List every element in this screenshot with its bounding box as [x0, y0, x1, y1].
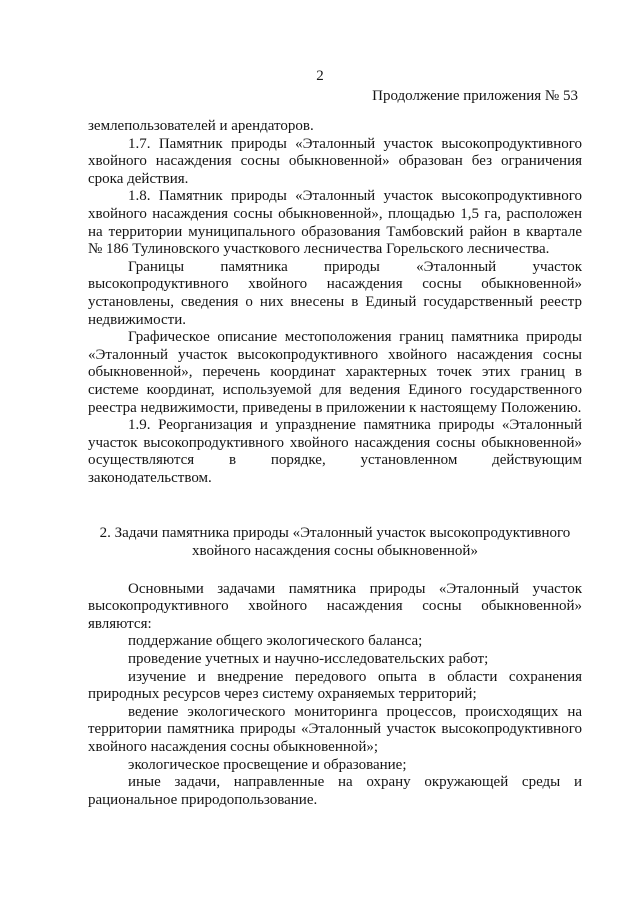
- paragraph-graphic-description: Графическое описание местоположения границ памятника природы «Эталонный участок высокопродуктивного хвойного насаждения сосны обыкновенной», перечень координат характерных точек этих границ в системе координат, используемой для ведения Единого государственного реестра недвижимости, приведены в приложении к настоящему Положению.: [88, 329, 582, 416]
- section-2-title: [88, 525, 582, 560]
- paragraph-boundaries: Границы памятника природы «Эталонный участок высокопродуктивного хвойного насаждения сосны обыкновенной» установлены, сведения о них внесены в Единый государственный реестр недвижимости.: [88, 258, 582, 328]
- page-number: 2: [316, 68, 324, 84]
- document-body: [88, 118, 582, 809]
- section-2-title-line-2: хвойного насаждения сосны обыкновенной»: [192, 543, 478, 560]
- paragraph-1-7: 1.7. Памятник природы «Эталонный участок высокопродуктивного хвойного насаждения сосны обыкновенной» образован без ограничения срока действия.: [88, 135, 582, 187]
- task-item: проведение учетных и научно-исследовательских работ;: [128, 651, 489, 668]
- paragraph-continuation: землепользователей и арендаторов.: [88, 118, 314, 134]
- task-item: изучение и внедрение передового опыта в области сохранения природных ресурсов через систему охраняемых территорий;: [88, 668, 582, 703]
- task-item: экологическое просвещение и образование;: [128, 756, 407, 773]
- task-item: иные задачи, направленные на охрану окружающей среды и рациональное природопользование.: [88, 774, 582, 808]
- section-2-intro: Основными задачами памятника природы «Эталонный участок высокопродуктивного хвойного насаждения сосны обыкновенной» являются:: [88, 580, 582, 632]
- task-item: поддержание общего экологического баланса;: [128, 633, 423, 650]
- appendix-header-note: Продолжение приложения № 53: [372, 88, 578, 104]
- section-2-title-line-1: 2. Задачи памятника природы «Эталонный участок высокопродуктивного: [99, 525, 571, 542]
- task-item: ведение экологического мониторинга процессов, происходящих на территории памятника природы «Эталонный участок высокопродуктивного хвойного насаждения сосны обыкновенной»;: [88, 703, 582, 755]
- paragraph-1-8: 1.8. Памятник природы «Эталонный участок высокопродуктивного хвойного насаждения сосны обыкновенной», площадью 1,5 га, расположен на территории муниципального образования Тамбовский район в квартале № 186 Тулиновского участкового лесничества Горельского лесничества.: [88, 188, 582, 258]
- paragraph-1-9: 1.9. Реорганизация и упразднение памятника природы «Эталонный участок высокопродуктивного хвойного насаждения сосны обыкновенной» осуществляются в порядке, установленном действующим законодательством.: [88, 417, 582, 486]
